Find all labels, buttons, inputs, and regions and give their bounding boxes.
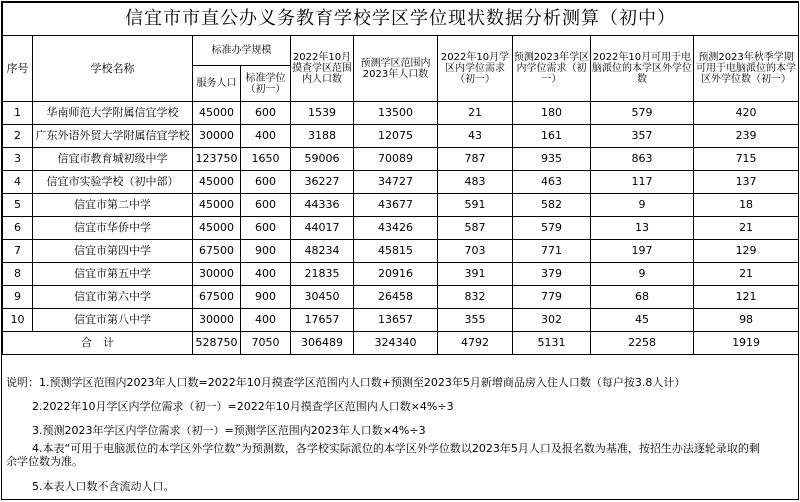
cell-available-2023-est: 18 <box>694 194 799 217</box>
cell-pop-2023-est: 20916 <box>354 263 438 286</box>
table-row <box>3 217 799 240</box>
note-1: 说明：1.预测学区范围内2023年人口数=2022年10月摸查学区范围内人口数+预测至2023年5月新增商品房入住人口数（每户按3.8人计） <box>6 376 686 389</box>
cell-available-2022: 117 <box>591 171 694 194</box>
header-school: 学校名称 <box>33 36 193 102</box>
cell-school: 华南师范大学附属信宜学校 <box>33 102 193 125</box>
cell-service-pop: 30000 <box>193 263 241 286</box>
cell-school: 广东外语外贸大学附属信宜学校 <box>33 125 193 148</box>
cell-available-2023-est: 21 <box>694 217 799 240</box>
cell-school: 信宜市教育城初级中学 <box>33 148 193 171</box>
cell-pop-2023-est: 34727 <box>354 171 438 194</box>
cell-standard-places: 600 <box>241 194 291 217</box>
cell-pop-2022: 59006 <box>291 148 354 171</box>
cell-index: 5 <box>3 194 33 217</box>
cell-service-pop: 123750 <box>193 148 241 171</box>
header-demand-2022: 2022年10月学区内学位需求（初一） <box>438 36 513 102</box>
total-available-2022: 2258 <box>591 332 694 355</box>
cell-available-2022: 45 <box>591 309 694 332</box>
cell-available-2022: 68 <box>591 286 694 309</box>
table-row <box>3 125 799 148</box>
cell-available-2023-est: 239 <box>694 125 799 148</box>
cell-available-2023-est: 137 <box>694 171 799 194</box>
cell-pop-2022: 21835 <box>291 263 354 286</box>
cell-school: 信宜市实验学校（初中部） <box>33 171 193 194</box>
cell-demand-2023-est: 379 <box>513 263 591 286</box>
total-demand-2023-est: 5131 <box>513 332 591 355</box>
cell-available-2023-est: 420 <box>694 102 799 125</box>
cell-pop-2022: 44017 <box>291 217 354 240</box>
total-label: 合 计 <box>3 332 193 355</box>
cell-index: 7 <box>3 240 33 263</box>
cell-available-2022: 579 <box>591 102 694 125</box>
cell-service-pop: 67500 <box>193 240 241 263</box>
cell-pop-2023-est: 45815 <box>354 240 438 263</box>
cell-service-pop: 45000 <box>193 102 241 125</box>
note-3: 3.预测2023年学区内学位需求（初一）=预测学区范围内2023年人口数×4%÷3 <box>32 424 426 437</box>
cell-service-pop: 45000 <box>193 194 241 217</box>
cell-pop-2023-est: 26458 <box>354 286 438 309</box>
cell-demand-2023-est: 180 <box>513 102 591 125</box>
cell-standard-places: 900 <box>241 286 291 309</box>
table-row <box>3 194 799 217</box>
cell-index: 8 <box>3 263 33 286</box>
cell-available-2022: 197 <box>591 240 694 263</box>
cell-demand-2022: 591 <box>438 194 513 217</box>
cell-standard-places: 600 <box>241 171 291 194</box>
cell-standard-places: 600 <box>241 102 291 125</box>
data-table <box>2 2 799 355</box>
cell-available-2023-est: 129 <box>694 240 799 263</box>
cell-demand-2023-est: 302 <box>513 309 591 332</box>
cell-pop-2023-est: 13500 <box>354 102 438 125</box>
cell-pop-2022: 36227 <box>291 171 354 194</box>
cell-demand-2022: 787 <box>438 148 513 171</box>
cell-school: 信宜市第二中学 <box>33 194 193 217</box>
cell-demand-2022: 355 <box>438 309 513 332</box>
cell-standard-places: 400 <box>241 263 291 286</box>
cell-school: 信宜市第四中学 <box>33 240 193 263</box>
cell-index: 6 <box>3 217 33 240</box>
cell-demand-2022: 703 <box>438 240 513 263</box>
cell-index: 3 <box>3 148 33 171</box>
cell-school: 信宜市第六中学 <box>33 286 193 309</box>
table-body <box>3 102 799 332</box>
cell-standard-places: 400 <box>241 309 291 332</box>
cell-service-pop: 45000 <box>193 217 241 240</box>
cell-available-2023-est: 121 <box>694 286 799 309</box>
note-2: 2.2022年10月学区内学位需求（初一）=2022年10月摸查学区范围内人口数×4%÷3 <box>32 400 454 413</box>
cell-standard-places: 1650 <box>241 148 291 171</box>
total-demand-2022: 4792 <box>438 332 513 355</box>
header-service-pop: 服务人口 <box>193 66 241 102</box>
cell-service-pop: 30000 <box>193 125 241 148</box>
cell-available-2023-est: 715 <box>694 148 799 171</box>
note-4: 4.本表“可用于电脑派位的本学区外学位数”为预测数，各学校实际派位的本学区外学位数以2023年5月人口及报名数为基准，按招生办法逐轮录取的剩余学位数为准。 <box>6 442 760 468</box>
cell-index: 10 <box>3 309 33 332</box>
cell-school: 信宜市第五中学 <box>33 263 193 286</box>
cell-pop-2022: 17657 <box>291 309 354 332</box>
total-standard-places: 7050 <box>241 332 291 355</box>
cell-available-2022: 357 <box>591 125 694 148</box>
cell-available-2022: 9 <box>591 263 694 286</box>
total-row <box>3 332 799 355</box>
cell-service-pop: 45000 <box>193 171 241 194</box>
total-pop-2022: 306489 <box>291 332 354 355</box>
total-pop-2023-est: 324340 <box>354 332 438 355</box>
header-available-2022: 2022年10月可用于电脑派位的本学区外学位数 <box>591 36 694 102</box>
cell-demand-2023-est: 935 <box>513 148 591 171</box>
cell-demand-2022: 21 <box>438 102 513 125</box>
header-standard-group: 标准办学规模 <box>193 36 291 66</box>
cell-service-pop: 67500 <box>193 286 241 309</box>
cell-demand-2022: 587 <box>438 217 513 240</box>
cell-pop-2022: 48234 <box>291 240 354 263</box>
table-row <box>3 309 799 332</box>
cell-standard-places: 400 <box>241 125 291 148</box>
cell-school: 信宜市华侨中学 <box>33 217 193 240</box>
cell-standard-places: 600 <box>241 217 291 240</box>
cell-school: 信宜市第八中学 <box>33 309 193 332</box>
cell-available-2022: 863 <box>591 148 694 171</box>
table-row <box>3 240 799 263</box>
cell-pop-2023-est: 70089 <box>354 148 438 171</box>
cell-pop-2022: 30450 <box>291 286 354 309</box>
header-demand-2023-est: 预测2023年学区内学位需求（初一） <box>513 36 591 102</box>
table-row <box>3 286 799 309</box>
cell-demand-2023-est: 582 <box>513 194 591 217</box>
cell-demand-2022: 832 <box>438 286 513 309</box>
document-page <box>1 1 799 500</box>
cell-pop-2022: 44336 <box>291 194 354 217</box>
cell-demand-2022: 483 <box>438 171 513 194</box>
cell-demand-2022: 391 <box>438 263 513 286</box>
table-row <box>3 148 799 171</box>
table-row <box>3 171 799 194</box>
table-row <box>3 263 799 286</box>
header-available-2023-est: 预测2023年秋季学期可用于电脑派位的本学区外学位数（初一） <box>694 36 799 102</box>
cell-demand-2023-est: 771 <box>513 240 591 263</box>
cell-demand-2023-est: 161 <box>513 125 591 148</box>
cell-pop-2023-est: 43677 <box>354 194 438 217</box>
table-row <box>3 102 799 125</box>
cell-pop-2022: 1539 <box>291 102 354 125</box>
cell-index: 2 <box>3 125 33 148</box>
cell-demand-2023-est: 579 <box>513 217 591 240</box>
cell-demand-2022: 43 <box>438 125 513 148</box>
cell-standard-places: 900 <box>241 240 291 263</box>
cell-pop-2022: 3188 <box>291 125 354 148</box>
cell-pop-2023-est: 12075 <box>354 125 438 148</box>
cell-available-2023-est: 21 <box>694 263 799 286</box>
total-available-2023-est: 1919 <box>694 332 799 355</box>
cell-index: 9 <box>3 286 33 309</box>
header-standard-places: 标准学位（初一） <box>241 66 291 102</box>
cell-service-pop: 30000 <box>193 309 241 332</box>
total-service-pop: 528750 <box>193 332 241 355</box>
cell-demand-2023-est: 463 <box>513 171 591 194</box>
cell-available-2022: 13 <box>591 217 694 240</box>
cell-index: 4 <box>3 171 33 194</box>
table-title: 信宜市市直公办义务教育学校学区学位现状数据分析测算（初中） <box>3 3 799 36</box>
cell-available-2023-est: 98 <box>694 309 799 332</box>
header-pop-2023-est: 预测学区范围内2023年人口数 <box>354 36 438 102</box>
cell-demand-2023-est: 779 <box>513 286 591 309</box>
header-pop-2022: 2022年10月摸查学区范围内人口数 <box>291 36 354 102</box>
cell-pop-2023-est: 13657 <box>354 309 438 332</box>
cell-index: 1 <box>3 102 33 125</box>
cell-pop-2023-est: 43426 <box>354 217 438 240</box>
header-index: 序号 <box>3 36 33 102</box>
cell-available-2022: 9 <box>591 194 694 217</box>
note-5: 5.本表人口数不含流动人口。 <box>32 480 175 493</box>
